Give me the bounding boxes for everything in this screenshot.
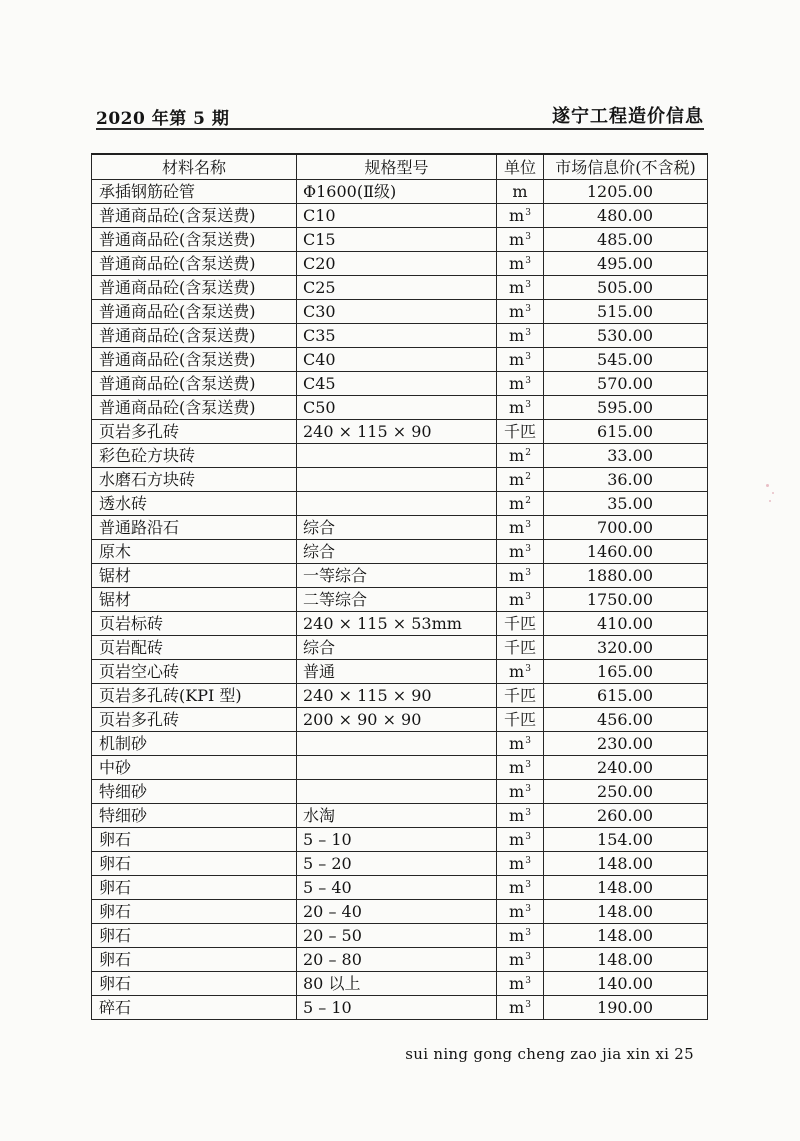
unit-text: m xyxy=(509,806,525,825)
unit-cell xyxy=(497,564,544,588)
unit-cell xyxy=(497,732,544,756)
price-cell: 410.00 xyxy=(544,612,708,636)
paper-speck xyxy=(769,500,771,502)
unit-text: m xyxy=(509,950,525,969)
spec-cell: 综合 xyxy=(297,636,497,660)
unit-text: m xyxy=(509,494,525,513)
price-cell: 615.00 xyxy=(544,420,708,444)
table-row xyxy=(92,252,708,276)
price-cell: 545.00 xyxy=(544,348,708,372)
material-name-cell: 页岩空心砖 xyxy=(92,660,297,684)
material-name-cell: 卵石 xyxy=(92,876,297,900)
table-row xyxy=(92,732,708,756)
table-row xyxy=(92,636,708,660)
table-row xyxy=(92,516,708,540)
spec-cell xyxy=(297,780,497,804)
unit-exponent: 3 xyxy=(525,544,531,554)
spec-cell xyxy=(297,492,497,516)
spec-cell: C45 xyxy=(297,372,497,396)
unit-exponent: 3 xyxy=(525,760,531,770)
unit-text: m xyxy=(509,374,525,393)
table-row xyxy=(92,612,708,636)
table-row xyxy=(92,852,708,876)
table-row xyxy=(92,828,708,852)
unit-text: 千匹 xyxy=(503,614,536,633)
unit-cell xyxy=(497,996,544,1020)
price-cell: 1880.00 xyxy=(544,564,708,588)
unit-text: m xyxy=(509,998,525,1017)
unit-text: m xyxy=(509,350,525,369)
unit-text: m xyxy=(509,446,525,465)
table-row xyxy=(92,972,708,996)
unit-text: m xyxy=(509,878,525,897)
unit-cell xyxy=(497,780,544,804)
unit-cell xyxy=(497,276,544,300)
page-header xyxy=(96,96,704,130)
material-name-cell: 普通商品砼(含泵送费) xyxy=(92,372,297,396)
unit-text: m xyxy=(509,662,525,681)
material-name-cell: 页岩多孔砖(KPI 型) xyxy=(92,684,297,708)
paper-speck xyxy=(772,492,774,494)
unit-text: m xyxy=(509,854,525,873)
unit-exponent: 3 xyxy=(525,784,531,794)
page-footer: sui ning gong cheng zao jia xin xi 25 xyxy=(405,1045,694,1063)
price-cell: 485.00 xyxy=(544,228,708,252)
unit-exponent: 3 xyxy=(525,664,531,674)
spec-cell: 240 × 115 × 90 xyxy=(297,420,497,444)
unit-cell xyxy=(497,708,544,732)
unit-cell xyxy=(497,324,544,348)
unit-cell xyxy=(497,492,544,516)
spec-cell: 5 – 10 xyxy=(297,828,497,852)
spec-cell: 240 × 115 × 53mm xyxy=(297,612,497,636)
price-cell: 505.00 xyxy=(544,276,708,300)
unit-cell xyxy=(497,420,544,444)
unit-exponent: 3 xyxy=(525,832,531,842)
unit-exponent: 3 xyxy=(525,304,531,314)
material-name-cell: 卵石 xyxy=(92,828,297,852)
unit-exponent: 3 xyxy=(525,400,531,410)
unit-cell xyxy=(497,180,544,204)
spec-cell: 80 以上 xyxy=(297,972,497,996)
price-cell: 36.00 xyxy=(544,468,708,492)
publication-title: 遂宁工程造价信息 xyxy=(552,106,704,127)
material-name-cell: 页岩标砖 xyxy=(92,612,297,636)
table-row xyxy=(92,564,708,588)
unit-cell xyxy=(497,876,544,900)
unit-exponent: 2 xyxy=(525,496,531,506)
unit-cell xyxy=(497,540,544,564)
unit-cell xyxy=(497,924,544,948)
price-cell: 140.00 xyxy=(544,972,708,996)
unit-cell xyxy=(497,612,544,636)
table-row xyxy=(92,348,708,372)
price-cell: 33.00 xyxy=(544,444,708,468)
table-row xyxy=(92,588,708,612)
price-cell: 320.00 xyxy=(544,636,708,660)
unit-text: m xyxy=(509,926,525,945)
table-row xyxy=(92,684,708,708)
unit-exponent: 3 xyxy=(525,208,531,218)
price-cell: 250.00 xyxy=(544,780,708,804)
unit-text: m xyxy=(509,974,525,993)
spec-cell: 一等综合 xyxy=(297,564,497,588)
table-row xyxy=(92,924,708,948)
unit-exponent: 3 xyxy=(525,592,531,602)
material-name-cell: 页岩多孔砖 xyxy=(92,708,297,732)
unit-exponent: 3 xyxy=(525,904,531,914)
price-cell: 230.00 xyxy=(544,732,708,756)
issue-label: 2020 年第 5 期 xyxy=(96,109,230,129)
unit-exponent: 3 xyxy=(525,328,531,338)
unit-text: 千匹 xyxy=(503,422,536,441)
spec-cell: 5 – 20 xyxy=(297,852,497,876)
price-cell: 165.00 xyxy=(544,660,708,684)
unit-cell xyxy=(497,900,544,924)
table-body xyxy=(92,180,708,1020)
spec-cell: 20 – 50 xyxy=(297,924,497,948)
column-header-price: 市场信息价(不含税) xyxy=(544,154,708,180)
table-row xyxy=(92,900,708,924)
price-table xyxy=(91,153,708,1020)
material-name-cell: 承插钢筋砼管 xyxy=(92,180,297,204)
unit-text: 千匹 xyxy=(503,638,536,657)
spec-cell: C15 xyxy=(297,228,497,252)
spec-cell: C25 xyxy=(297,276,497,300)
unit-cell xyxy=(497,804,544,828)
table-row xyxy=(92,660,708,684)
unit-text: m xyxy=(509,830,525,849)
material-name-cell: 机制砂 xyxy=(92,732,297,756)
table-row xyxy=(92,540,708,564)
price-cell: 495.00 xyxy=(544,252,708,276)
table-row xyxy=(92,300,708,324)
spec-cell: 水淘 xyxy=(297,804,497,828)
material-name-cell: 碎石 xyxy=(92,996,297,1020)
spec-cell xyxy=(297,732,497,756)
unit-text: m xyxy=(509,230,525,249)
material-name-cell: 卵石 xyxy=(92,972,297,996)
spec-cell: Φ1600(Ⅱ级) xyxy=(297,180,497,204)
table-row xyxy=(92,396,708,420)
material-name-cell: 普通商品砼(含泵送费) xyxy=(92,396,297,420)
table-row xyxy=(92,804,708,828)
unit-text: m xyxy=(509,398,525,417)
table-row xyxy=(92,228,708,252)
unit-text: m xyxy=(509,566,525,585)
spec-cell: 20 – 40 xyxy=(297,900,497,924)
material-name-cell: 页岩配砖 xyxy=(92,636,297,660)
material-name-cell: 锯材 xyxy=(92,588,297,612)
price-cell: 148.00 xyxy=(544,900,708,924)
unit-text: m xyxy=(509,542,525,561)
material-name-cell: 彩色砼方块砖 xyxy=(92,444,297,468)
price-cell: 480.00 xyxy=(544,204,708,228)
unit-exponent: 3 xyxy=(525,256,531,266)
material-name-cell: 普通路沿石 xyxy=(92,516,297,540)
material-name-cell: 普通商品砼(含泵送费) xyxy=(92,276,297,300)
unit-exponent: 3 xyxy=(525,568,531,578)
material-name-cell: 普通商品砼(含泵送费) xyxy=(92,324,297,348)
price-cell: 1750.00 xyxy=(544,588,708,612)
price-cell: 456.00 xyxy=(544,708,708,732)
spec-cell: 200 × 90 × 90 xyxy=(297,708,497,732)
unit-text: m xyxy=(509,206,525,225)
spec-cell: 5 – 10 xyxy=(297,996,497,1020)
spec-cell: C30 xyxy=(297,300,497,324)
price-cell: 260.00 xyxy=(544,804,708,828)
price-cell: 148.00 xyxy=(544,876,708,900)
spec-cell: C20 xyxy=(297,252,497,276)
unit-exponent: 3 xyxy=(525,736,531,746)
unit-exponent: 3 xyxy=(525,280,531,290)
table-row xyxy=(92,204,708,228)
table-row xyxy=(92,276,708,300)
price-cell: 570.00 xyxy=(544,372,708,396)
material-name-cell: 透水砖 xyxy=(92,492,297,516)
unit-text: m xyxy=(509,902,525,921)
material-name-cell: 页岩多孔砖 xyxy=(92,420,297,444)
table-row xyxy=(92,780,708,804)
material-name-cell: 特细砂 xyxy=(92,780,297,804)
price-cell: 148.00 xyxy=(544,852,708,876)
unit-cell xyxy=(497,228,544,252)
price-cell: 1460.00 xyxy=(544,540,708,564)
unit-cell xyxy=(497,444,544,468)
unit-text: m xyxy=(509,782,525,801)
material-name-cell: 中砂 xyxy=(92,756,297,780)
unit-text: m xyxy=(509,758,525,777)
unit-cell xyxy=(497,396,544,420)
spec-cell: 20 – 80 xyxy=(297,948,497,972)
material-name-cell: 普通商品砼(含泵送费) xyxy=(92,204,297,228)
unit-text: m xyxy=(509,470,525,489)
unit-cell xyxy=(497,684,544,708)
spec-cell xyxy=(297,468,497,492)
spec-cell: C35 xyxy=(297,324,497,348)
material-name-cell: 普通商品砼(含泵送费) xyxy=(92,300,297,324)
unit-exponent: 3 xyxy=(525,232,531,242)
unit-text: m xyxy=(509,518,525,537)
unit-text: m xyxy=(509,590,525,609)
table-row xyxy=(92,180,708,204)
material-name-cell: 普通商品砼(含泵送费) xyxy=(92,228,297,252)
unit-cell xyxy=(497,828,544,852)
unit-text: m xyxy=(509,278,525,297)
price-cell: 35.00 xyxy=(544,492,708,516)
unit-text: m xyxy=(512,182,528,201)
material-name-cell: 特细砂 xyxy=(92,804,297,828)
unit-text: m xyxy=(509,326,525,345)
unit-cell xyxy=(497,852,544,876)
column-header-spec: 规格型号 xyxy=(297,154,497,180)
unit-cell xyxy=(497,660,544,684)
paper-speck xyxy=(766,484,769,487)
table-row xyxy=(92,492,708,516)
unit-cell xyxy=(497,756,544,780)
material-name-cell: 普通商品砼(含泵送费) xyxy=(92,348,297,372)
unit-exponent: 3 xyxy=(525,352,531,362)
unit-cell xyxy=(497,972,544,996)
material-name-cell: 卵石 xyxy=(92,924,297,948)
unit-cell xyxy=(497,300,544,324)
material-name-cell: 锯材 xyxy=(92,564,297,588)
table-row xyxy=(92,444,708,468)
price-cell: 148.00 xyxy=(544,948,708,972)
spec-cell: C10 xyxy=(297,204,497,228)
unit-cell xyxy=(497,516,544,540)
table-row xyxy=(92,708,708,732)
price-cell: 1205.00 xyxy=(544,180,708,204)
table-row xyxy=(92,756,708,780)
unit-exponent: 2 xyxy=(525,472,531,482)
material-name-cell: 普通商品砼(含泵送费) xyxy=(92,252,297,276)
spec-cell: 综合 xyxy=(297,540,497,564)
spec-cell: 5 – 40 xyxy=(297,876,497,900)
spec-cell: 普通 xyxy=(297,660,497,684)
price-cell: 595.00 xyxy=(544,396,708,420)
table-row xyxy=(92,468,708,492)
price-cell: 530.00 xyxy=(544,324,708,348)
table-row xyxy=(92,372,708,396)
column-header-unit: 单位 xyxy=(497,154,544,180)
unit-exponent: 2 xyxy=(525,448,531,458)
material-name-cell: 原木 xyxy=(92,540,297,564)
material-name-cell: 卵石 xyxy=(92,948,297,972)
unit-exponent: 3 xyxy=(525,520,531,530)
unit-cell xyxy=(497,636,544,660)
unit-cell xyxy=(497,204,544,228)
table-row xyxy=(92,324,708,348)
price-cell: 700.00 xyxy=(544,516,708,540)
unit-text: m xyxy=(509,734,525,753)
unit-exponent: 3 xyxy=(525,928,531,938)
spec-cell: C50 xyxy=(297,396,497,420)
material-name-cell: 卵石 xyxy=(92,900,297,924)
unit-cell xyxy=(497,948,544,972)
unit-cell xyxy=(497,588,544,612)
spec-cell xyxy=(297,756,497,780)
unit-cell xyxy=(497,348,544,372)
unit-exponent: 3 xyxy=(525,808,531,818)
table-row xyxy=(92,420,708,444)
price-cell: 240.00 xyxy=(544,756,708,780)
unit-cell xyxy=(497,372,544,396)
unit-cell xyxy=(497,468,544,492)
unit-exponent: 3 xyxy=(525,976,531,986)
spec-cell: C40 xyxy=(297,348,497,372)
table-row xyxy=(92,996,708,1020)
unit-exponent: 3 xyxy=(525,376,531,386)
unit-exponent: 3 xyxy=(525,952,531,962)
table-header-row xyxy=(92,154,708,180)
price-cell: 615.00 xyxy=(544,684,708,708)
price-cell: 515.00 xyxy=(544,300,708,324)
unit-exponent: 3 xyxy=(525,1000,531,1010)
unit-text: 千匹 xyxy=(503,710,536,729)
spec-cell xyxy=(297,444,497,468)
price-cell: 154.00 xyxy=(544,828,708,852)
column-header-material: 材料名称 xyxy=(92,154,297,180)
table-row xyxy=(92,948,708,972)
unit-exponent: 3 xyxy=(525,856,531,866)
spec-cell: 240 × 115 × 90 xyxy=(297,684,497,708)
table-row xyxy=(92,876,708,900)
material-name-cell: 水磨石方块砖 xyxy=(92,468,297,492)
unit-text: m xyxy=(509,254,525,273)
unit-cell xyxy=(497,252,544,276)
price-cell: 190.00 xyxy=(544,996,708,1020)
spec-cell: 二等综合 xyxy=(297,588,497,612)
unit-text: 千匹 xyxy=(503,686,536,705)
unit-exponent: 3 xyxy=(525,880,531,890)
unit-text: m xyxy=(509,302,525,321)
spec-cell: 综合 xyxy=(297,516,497,540)
price-cell: 148.00 xyxy=(544,924,708,948)
material-name-cell: 卵石 xyxy=(92,852,297,876)
